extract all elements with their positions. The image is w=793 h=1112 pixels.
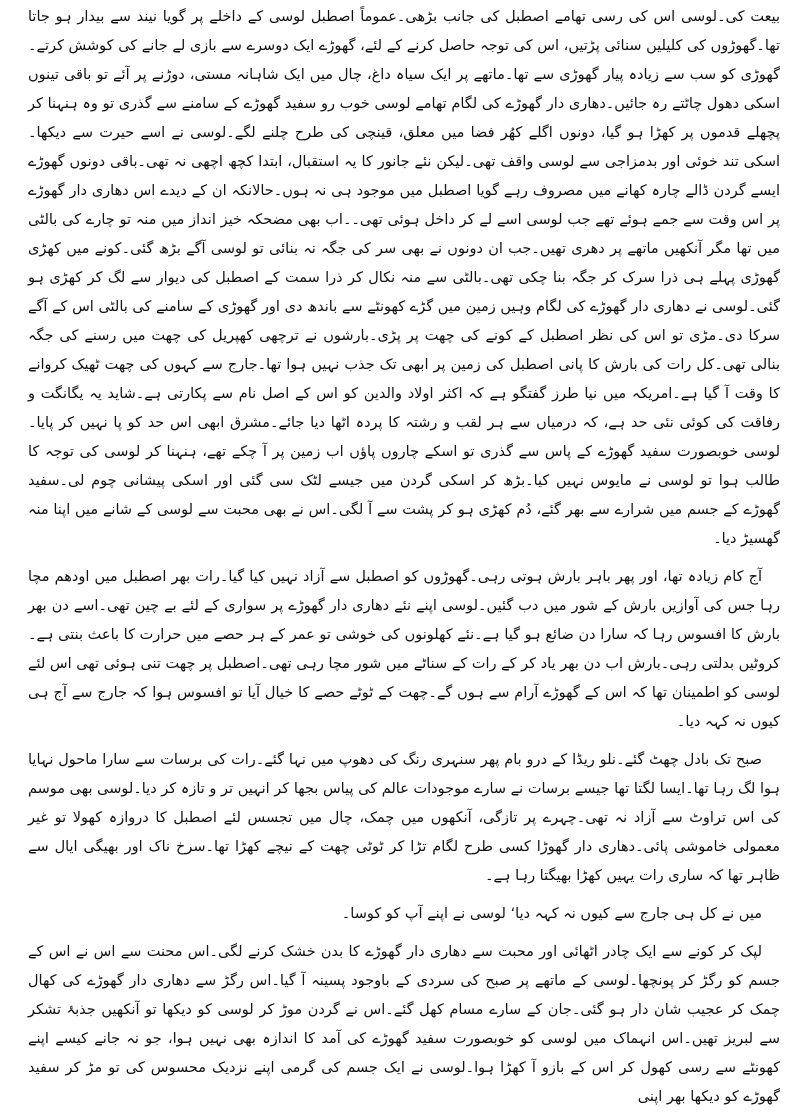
paragraph-4: میں نے کل ہی جارج سے کیوں نہ کہہ دیا‘ لوسی نے اپنے آپ کو کوسا۔ bbox=[341, 906, 762, 922]
paragraph-2: آج کام زیادہ تھا، اور پھر باہر بارش ہوتی رہی۔گھوڑوں کو اصطبل سے آزاد نہیں کیا گیا۔رات بھر اصطبل میں اودھم مچا رہا جس کی آوازیں بارش کے شور میں دب گئیں۔لوسی اپنے نئے دھاری دار گھوڑے پر سواری کے لئے بے چین تھی۔اسے دن بھر بارش کا افسوس رہا کہ سارا دن ضائع ہو گیا ہے۔نئے کھلونوں کی خوشی تو عمر کے ہر حصے میں حرارت کا باعث بنتی ہے۔کروٹیں بدلتی رہی۔بارش اب دن بھر یاد کر کے رات کے سناٹے میں شور مچا رہی تھی۔اصطبل پر چھت تنی ہوئی تھی اس لئے لوسی کو اطمینان تھا کہ اس کے گھوڑے آرام سے ہوں گے۔چھت کے ٹوٹے حصے کا خیال آیا تو افسوس ہوا کہ جارج سے آج ہی کیوں نہ کہہ دیا۔ bbox=[28, 569, 780, 730]
paragraph-3: صبح تک بادل چھٹ گئے۔نلو ریڈا کے درو بام پھر سنہری رنگ کی دھوپ میں نہا گئے۔رات کی برسات سے سارا ماحول نہایا ہوا لگ رہا تھا۔ایسا لگتا تھا جیسے برسات نے سارے موجودات عالم کی پیاس بجھا کر انہیں تر و تازہ کر دیا۔لوسی بھی موسم کی اس تراوٹ سے آزاد نہ تھی۔چہرے پر تازگی، آنکھوں میں چمک، چال میں تجسس لئے اصطبل کا دروازہ کھولا تو غیر معمولی خاموشی پائی۔دھاری دار گھوڑا کسی طرح لگام تڑا کر ٹوٹی چھت کے نیچے کھڑا تھا۔سرخ ناک اور بھیگی ایال سے ظاہر تھا کہ ساری رات یہیں کھڑا بھیگتا رہا ہے۔ bbox=[28, 752, 780, 884]
paragraph-5: لپک کر کونے سے ایک چادر اٹھائی اور محبت سے دھاری دار گھوڑے کا بدن خشک کرنے لگی۔اس محنت سے اس نے اس کے جسم کو رگڑ کر پونچھا۔لوسی کے ماتھے پر صبح کی سردی کے باوجود پسینہ آ گیا۔اس رگڑ سے دھاری دار گھوڑے کی کھال چمک کر عجیب شان دار ہو گئی۔جان کے سارے مسام کھل گئے۔اس نے گردن موڑ کر لوسی کو دیکھا تو آنکھیں جذبۂ تشکر سے لبریز تھیں۔اس انہماک میں لوسی کو خوبصورت سفید گھوڑے کی آمد کا اندازہ بھی نہیں ہوا، جو نہ جانے کیسے اپنے کھونٹے سے رسی کھول کر اس کے بازو آ کھڑا ہوا۔لوسی نے ایک جسم کی گرمی اپنے نزدیک محسوس کی تو مڑ کر سفید گھوڑے کو دیکھا بھر اپنی bbox=[28, 944, 780, 1105]
document-page bbox=[28, 0, 780, 1105]
paragraph-1: بیعت کی۔لوسی اس کی رسی تھامے اصطبل کی جانب بڑھی۔عموماً اصطبل لوسی کے داخلے پر گویا نیند سے بیدار ہو جاتا تھا۔گھوڑوں کی کلیلیں سنائی پڑتیں، اس کی توجہ حاصل کرنے کے لئے، گھوڑے ایک دوسرے سے بازی لے جانے کی کوشش کرتے۔گھوڑی کو سب سے زیادہ پیار گھوڑی سے تھا۔ماتھے پر ایک سیاہ داغ، چال میں ایک شاہانہ مستی، دوڑنے پر آئے تو باقی تینوں اسکی دھول چاٹتے رہ جائیں۔دھاری دار گھوڑے کی لگام تھامے لوسی خوب رو سفید گھوڑے کے سامنے سے گذری تو وہ ہنہنا کر پچھلے قدموں پر کھڑا ہو گیا، دونوں اگلے کھُر فضا میں معلق، قینچی کی طرح چلنے لگے۔لوسی نے اسے حیرت سے دیکھا۔اسکی تند خوئی اور بدمزاجی سے لوسی واقف تھی۔لیکن نئے جانور کا یہ استقبال، ابتدا کچھ اچھی نہ تھی۔باقی دونوں گھوڑے ایسے گردن ڈالے چارہ کھانے میں مصروف رہے گویا اصطبل میں موجود ہی نہ ہوں۔حالانکہ ان کے دیدے اس دھاری دار گھوڑے پر اس وقت سے جمے ہوئے تھے جب لوسی اسے لے کر داخل ہوئی تھی۔۔اب بھی مضحکہ خیز انداز میں منہ تو چارے کی بالٹی میں تھا مگر آنکھیں ماتھے پر دھری تھیں۔جب ان دونوں نے بھی سر کی جگہ نہ بنائی تو لوسی آگے بڑھ گئی۔کونے میں کھڑی گھوڑی پہلے ہی ذرا سرک کر جگہ بنا چکی تھی۔بالٹی سے منہ نکال کر ذرا سمت کے اصطبل کی دیوار سے لگ کر کھڑی ہو گئی۔لوسی نے دھاری دار گھوڑے کی لگام وہیں زمین میں گڑے کھونٹے سے باندھ دی اور گھوڑی کے سامنے کی بالٹی اس کے آگے سرکا دی۔مڑی تو اس کی نظر اصطبل کے کونے کی چھت پر پڑی۔بارشوں نے ترچھی کھپریل کی چھت میں رسنے کی جگہ بنالی تھی۔کل رات کی بارش کا پانی اصطبل کی زمین پر ابھی تک جذب نہیں ہوا تھا۔جارج سے کہوں کی چھت ٹھیک کروانے کا وقت آ گیا ہے۔امریکہ میں نیا طرز گفتگو ہے کہ اکثر اولاد والدین کو اس کے اصل نام سے پکارتی ہے۔شاید یہ یگانگت و رفاقت کی کوئی نئی حد ہے، کہ درمیاں سے ہر لقب و رشتہ کا پردہ اٹھا دیا جائے۔مشرق ابھی اس حد کو پا نہیں کر پایا۔لوسی خوبصورت سفید گھوڑے کے پاس سے گذری تو اسکے چاروں پاؤں اب زمین پر آ چکے تھے، ہنہنا کر لوسی کی توجہ کا طالب ہوا تو لوسی نے مایوس نہیں کیا۔بڑھ کر اسکی گردن میں جیسے لٹک سی گئی اور اسکی پیشانی چوم لی۔سفید گھوڑے کے جسم میں شرارے سے بھر گئے، دُم کھڑی ہو کر پشت سے آ لگی۔اس نے بھی محبت سے لوسی کے شانے میں اپنا منہ گھسیڑ دیا۔ bbox=[28, 9, 780, 547]
